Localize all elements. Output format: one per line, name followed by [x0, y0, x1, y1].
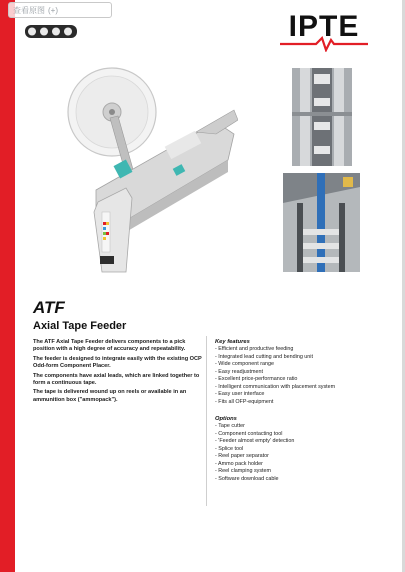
list-item: - Ammo pack holder [215, 460, 263, 467]
column-divider [206, 336, 207, 506]
feeder-product-photo [66, 62, 238, 284]
product-title: ATF [33, 298, 65, 317]
list-item: - Integrated lead cutting and bending unit [215, 353, 314, 360]
list-item: - Component contacting tool [215, 430, 283, 437]
options-heading: Options [215, 416, 237, 422]
section-spacer [215, 406, 375, 416]
description-paragraph: The components have axial leads, which are linked together to form a continuous tape. [33, 372, 200, 387]
list-item: - Easy user interface [215, 391, 265, 397]
key-features-list [215, 346, 375, 406]
list-item: - Reel clamping system [215, 468, 272, 474]
logo-wordmark: IPTE [288, 10, 360, 43]
feeder-top-view-photo [292, 68, 352, 166]
list-item: - Wide component range [215, 361, 275, 367]
list-item: - Fits all OFP-equipment [215, 398, 274, 405]
description-paragraph: The ATF Axial Tape Feeder delivers components to a pick position with a high degree of accuracy and repeatability. [33, 339, 186, 353]
product-subtitle: Axial Tape Feeder [33, 320, 127, 332]
list-item: - Excellent price-performance ratio [215, 376, 298, 382]
features-column [215, 339, 375, 483]
list-item: - Reel paper separator [215, 453, 269, 459]
description-paragraph: The feeder is designed to integrate easily with the existing OCP Odd-form Component Placer. [33, 355, 202, 370]
description-paragraph: The tape is delivered wound up on reels or available in an ammunition box ("ammopack"). [33, 389, 187, 403]
view-original-overlay[interactable] [8, 2, 112, 18]
list-item: - Software download cable [215, 475, 279, 482]
list-item: - Tape cutter [215, 423, 245, 429]
list-item: - Easy readjustment [215, 368, 263, 375]
tape-thumbnail-image [23, 16, 79, 46]
key-features-heading: Key features [215, 339, 250, 345]
list-item: - Efficient and productive feeding [215, 346, 294, 352]
description-column [33, 339, 203, 406]
zoom-plus-icon: (+) [48, 5, 58, 15]
ipte-logo [276, 10, 372, 52]
feeder-detail-photo [283, 173, 360, 272]
list-item: - 'Feeder almost empty' detection [215, 438, 295, 444]
options-list [215, 423, 375, 483]
red-side-bar [0, 0, 15, 572]
view-original-label: 查看原图 [13, 5, 45, 15]
list-item: - Intelligent communication with placement system [215, 383, 336, 390]
list-item: - Splice tool [215, 445, 244, 452]
